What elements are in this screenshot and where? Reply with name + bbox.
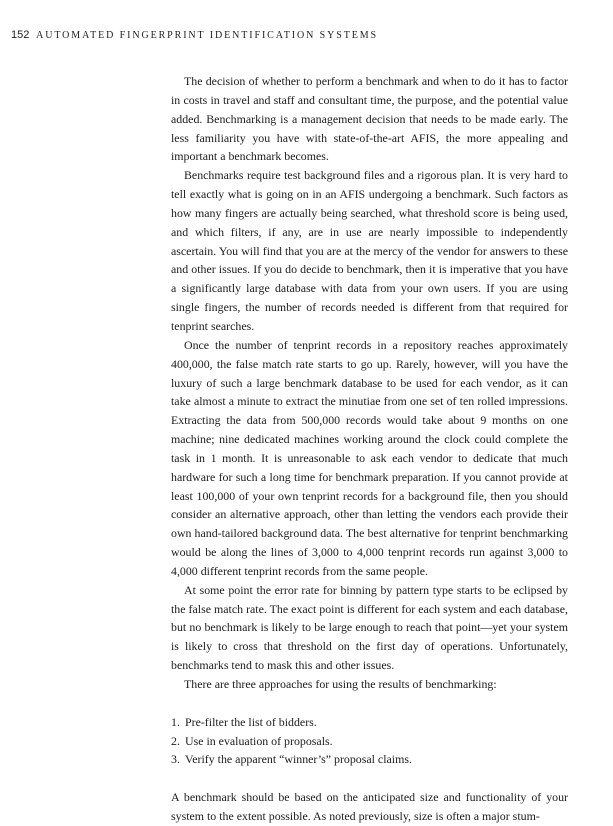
running-title: AUTOMATED FINGERPRINT IDENTIFICATION SYSTEMS — [36, 30, 378, 41]
list-item-number: 1. — [171, 714, 180, 729]
list-item-text: Pre-filter the list of bidders. — [185, 714, 317, 729]
paragraph: Once the number of tenprint records in a repository reaches approximately 400,000, the false match rate starts to go up. Rarely, however, will you have the luxury of such a large benchmark database to be used for each vendor, as it can take almost a minute to extract the minutiae from one set of ten rolled impressions. Extracting the data from 500,000 records would take about 9 months on one machine; nine dedicated machines working around the clock could complete the task in 1 month. It is unreasonable to ask each vendor to dedicate that much hardware for such a long time for benchmark preparation. If you cannot provide at least 100,000 of your own tenprint records for a background file, then you should consider an alternative approach, other than letting the vendors each provide their own hand-tailored background data. The best alternative for tenprint benchmarking would be along the lines of 3,000 to 4,000 tenprint records run against 3,000 to 4,000 different tenprint records from the same people. — [171, 337, 568, 578]
list-item-text: Use in evaluation of proposals. — [185, 733, 333, 748]
list-item-text: Verify the apparent “winner’s” proposal claims. — [185, 752, 412, 767]
running-head — [11, 29, 378, 41]
list-item — [171, 732, 568, 751]
closing-paragraph: A benchmark should be based on the anticipated size and functionality of your system to the extent possible. As noted previously, size is often a major stum- — [171, 790, 568, 823]
list-item-number: 3. — [171, 752, 180, 767]
paragraph: There are three approaches for using the results of benchmarking: — [184, 677, 497, 691]
numbered-list — [171, 713, 568, 770]
body-text — [171, 72, 568, 826]
list-item-number: 2. — [171, 733, 180, 748]
list-item — [171, 713, 568, 732]
paragraph: The decision of whether to perform a benchmark and when to do it has to factor in costs in travel and staff and consultant time, the purpose, and the potential value added. Benchmarking is a management decision that needs to be made early. The less familiarity you have with state-of-the-art AFIS, the more appealing and important a benchmark becomes. — [171, 74, 568, 164]
paragraph: At some point the error rate for binning by pattern type starts to be eclipsed by the false match rate. The exact point is different for each system and each database, but no benchmark is likely to be large enough to reach that point—yet your system is likely to cross that threshold on the first day of operations. Unfortunately, benchmarks tend to mask this and other issues. — [171, 582, 568, 673]
paragraph: Benchmarks require test background files and a rigorous plan. It is very hard to tell exactly what is going on in an AFIS undergoing a benchmark. Such factors as how many fingers are actually being searched, what threshold score is being used, and which filters, if any, are in use are nearly impossible to independently ascertain. You will find that you are at the mercy of the vendor for answers to these and other issues. If you do decide to benchmark, then it is imperative that you have a significantly large database with data from your own users. If you are using single fingers, the number of records needed is different from that required for tenprint searches. — [171, 168, 568, 333]
list-item — [171, 750, 568, 769]
page-number: 152 — [11, 29, 30, 41]
